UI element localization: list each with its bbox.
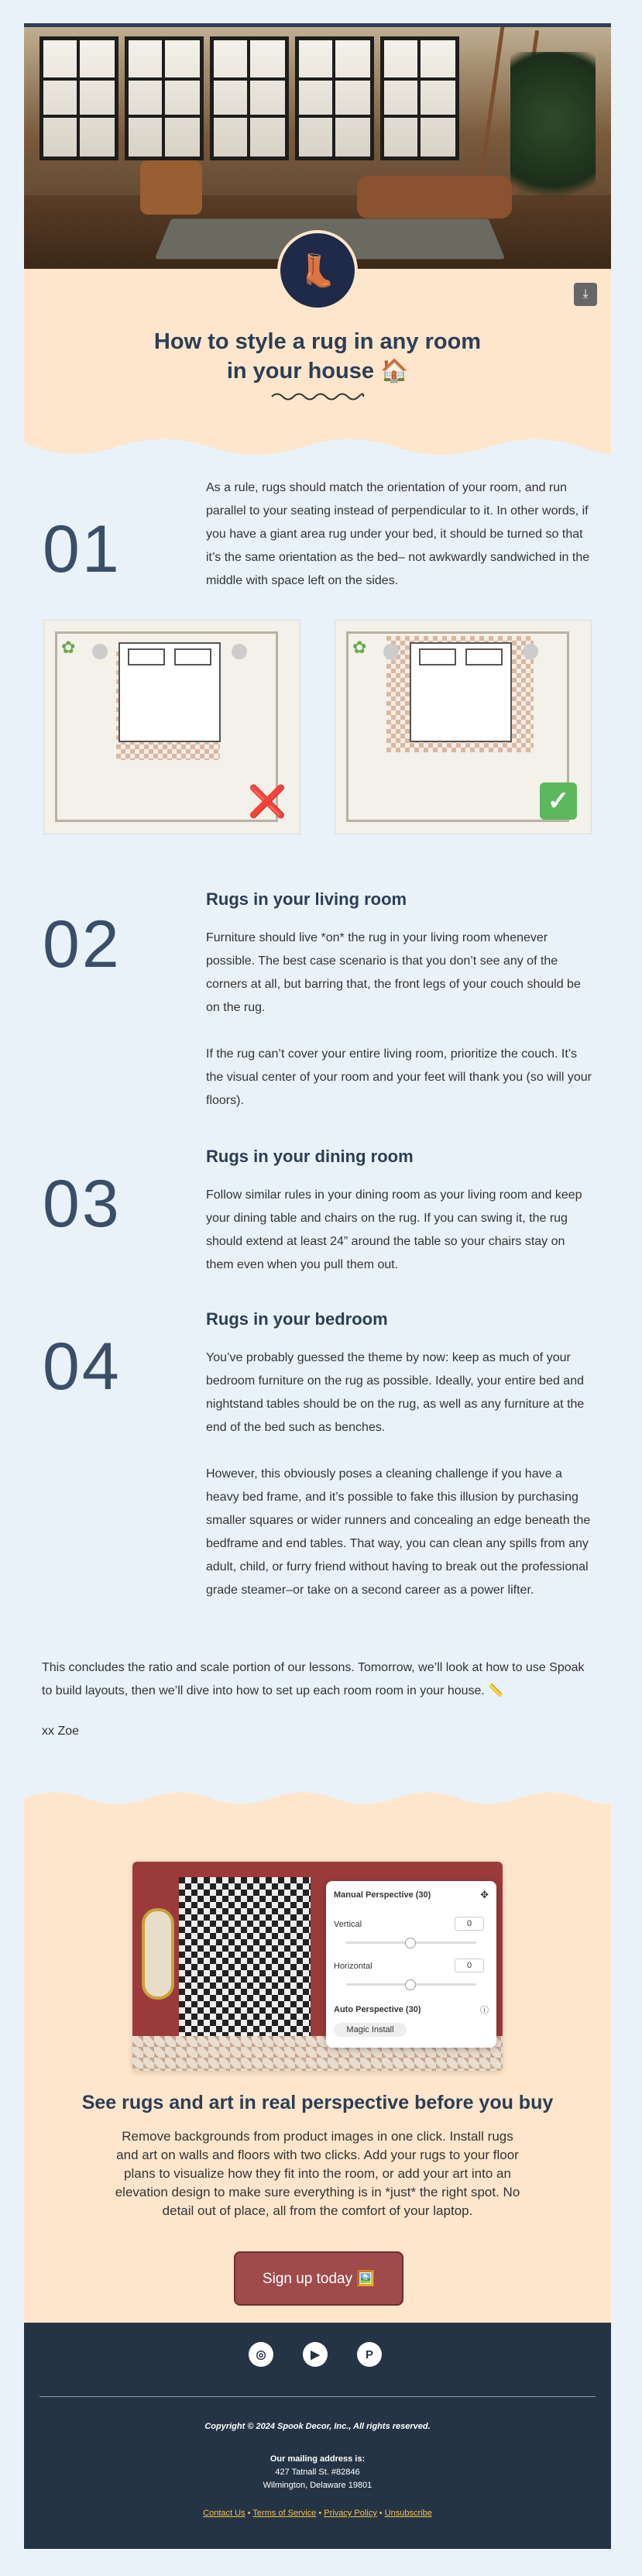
- copyright: Copyright © 2024 Spook Decor, Inc., All rights reserved.: [204, 2422, 431, 2431]
- closing-block: [42, 1656, 593, 1743]
- window: [295, 36, 374, 160]
- panel-title: Manual Perspective (30): [334, 1890, 431, 1900]
- wave-divider: [24, 428, 611, 463]
- dining-paragraph: Follow similar rules in your dining room as your living room and keep your dining table and chairs on the rug. If you can swing it, the rug should extend at least 24” around the table so your chairs stay on them even when you pull them out.: [206, 1188, 582, 1271]
- header-section: [24, 253, 611, 463]
- promo-text: Remove backgrounds from product images in one click. Install rugs and art on walls and floors with two clicks. Add your rugs to your floor plans to visualize how they fit into the room, or add your art into an elevation design to make sure everything is in *just* the right spot. No detail out of place, all from the comfort of your laptop.: [115, 2129, 520, 2218]
- signoff: xx Zoe: [42, 1725, 80, 1738]
- youtube-icon[interactable]: ▶: [303, 2342, 328, 2367]
- pinterest-icon[interactable]: P: [357, 2342, 382, 2367]
- step-number-02: 02: [43, 907, 122, 982]
- diagram-right: [335, 620, 592, 834]
- horizontal-input[interactable]: 0: [455, 1959, 484, 1972]
- unsubscribe-link[interactable]: Unsubscribe: [384, 2509, 432, 2518]
- living-heading: Rugs in your living room: [206, 889, 407, 909]
- nightstand: [523, 644, 538, 659]
- living-paragraph-1: Furniture should live *on* the rug in your living room whenever possible. The best case scenario is that you don’t see any of the corners at all, but barring that, the front legs of your couch should be on the rug.: [206, 931, 581, 1014]
- living-room-block: [206, 889, 593, 1113]
- vertical-input[interactable]: 0: [455, 1917, 484, 1931]
- window: [125, 36, 204, 160]
- horizontal-slider-thumb[interactable]: [405, 1979, 416, 1990]
- dining-room-block: [206, 1147, 593, 1277]
- nightstand: [92, 644, 108, 659]
- instagram-icon[interactable]: ◎: [249, 2342, 273, 2367]
- move-icon[interactable]: ✥: [480, 1889, 489, 1900]
- window: [380, 36, 459, 160]
- window: [39, 36, 118, 160]
- mailing-label: Our mailing address is:: [270, 2454, 366, 2464]
- title-line-1: How to style a rug in any room: [153, 329, 482, 354]
- nightstand: [383, 644, 399, 659]
- promo-screenshot: [132, 1862, 503, 2071]
- email-frame: [24, 27, 611, 463]
- boot-icon: 👢: [280, 233, 355, 308]
- vertical-slider-thumb[interactable]: [405, 1938, 416, 1948]
- plant-icon: ✿: [61, 638, 76, 657]
- wave-divider: [24, 1787, 611, 1810]
- pillow: [419, 648, 456, 665]
- vertical-label: Vertical: [334, 1920, 362, 1929]
- bedroom-paragraph-1: You’ve probably guessed the theme by now: keep as much of your bedroom furniture on the rug as possible. Ideally, your entire bed and nightstand tables should be on the rug, as well as any furniture at the end of the bed such as benches.: [206, 1351, 585, 1434]
- nightstand: [232, 644, 247, 659]
- address-line-1: 427 Tatnall St. #82846: [275, 2468, 360, 2477]
- intro-text: As a rule, rugs should match the orientation of your room, and run parallel to your seating instead of perpendicular to it. In other words, if you have a giant area rug under your bed, it should be turned so that it’s the same orientation as the bed– not awkwardly sandwiched in the middle with space left on the sides.: [206, 481, 590, 587]
- bed-shape: [118, 642, 221, 742]
- bedroom-block: [206, 1309, 593, 1602]
- page-title: [101, 327, 534, 386]
- sign-up-button[interactable]: Sign up today 🖼️: [234, 2251, 403, 2306]
- right-mark-icon: ✓: [540, 782, 577, 820]
- promo-section: [24, 1804, 611, 2323]
- pillow: [465, 648, 503, 665]
- footer: [24, 2323, 611, 2549]
- info-icon: ⓘ: [480, 2006, 489, 2015]
- privacy-link[interactable]: Privacy Policy: [324, 2509, 377, 2518]
- sofa: [357, 176, 512, 218]
- contact-us-link[interactable]: Contact Us: [203, 2509, 245, 2518]
- wrong-mark-icon: ❌: [248, 784, 287, 819]
- step-number-04: 04: [43, 1329, 122, 1404]
- bedroom-heading: Rugs in your bedroom: [206, 1309, 388, 1329]
- horizontal-label: Horizontal: [334, 1962, 372, 1971]
- step-number-01: 01: [43, 512, 122, 586]
- diagram-wrong: [43, 620, 300, 834]
- pillow: [128, 648, 165, 665]
- step-number-03: 03: [43, 1167, 122, 1241]
- dining-heading: Rugs in your dining room: [206, 1147, 414, 1166]
- footer-divider: [39, 2396, 596, 2397]
- promo-heading: See rugs and art in real perspective before you buy: [81, 2092, 554, 2113]
- terms-link[interactable]: Terms of Service: [252, 2509, 317, 2518]
- download-icon[interactable]: ⤓: [574, 283, 597, 306]
- title-line-2: in your house 🏠: [226, 359, 409, 383]
- window: [210, 36, 289, 160]
- pillow: [174, 648, 211, 665]
- perspective-panel: [326, 1881, 496, 2048]
- plant: [510, 52, 596, 222]
- mirror: [142, 1908, 174, 2000]
- bedroom-paragraph-2: However, this obviously poses a cleaning challenge if you have a heavy bed frame, and it’s possible to fake this illusion by purchasing smaller squares or wider runners and concealing an edge beneath the bedframe and end tables. That way, you can clean any spills from any adult, child, or furry friend without having to break out the professional grade steamer–or take on a second career as a power lifter.: [206, 1467, 591, 1597]
- auto-perspective-label: Auto Perspective (30): [334, 2005, 421, 2014]
- magic-install-button[interactable]: Magic Install: [334, 2023, 407, 2037]
- plant-icon: ✿: [352, 638, 367, 657]
- squiggle-divider: [270, 391, 365, 402]
- closing-text: This concludes the ratio and scale portion of our lessons. Tomorrow, we’ll look at how to use Spoak to build layouts, then we’ll dive into how to set up each room room in your house. 📏: [42, 1661, 585, 1697]
- address-line-2: Wilmington, Delaware 19801: [263, 2481, 372, 2490]
- intro-block: [206, 476, 593, 593]
- bed-shape: [410, 642, 512, 742]
- living-paragraph-2: If the rug can’t cover your entire living room, prioritize the couch. It’s the visual center of your room and your feet will thank you (so will your floors).: [206, 1047, 592, 1107]
- armchair: [140, 160, 202, 215]
- footer-links: Contact Us • Terms of Service • Privacy Policy • Unsubscribe: [203, 2509, 432, 2518]
